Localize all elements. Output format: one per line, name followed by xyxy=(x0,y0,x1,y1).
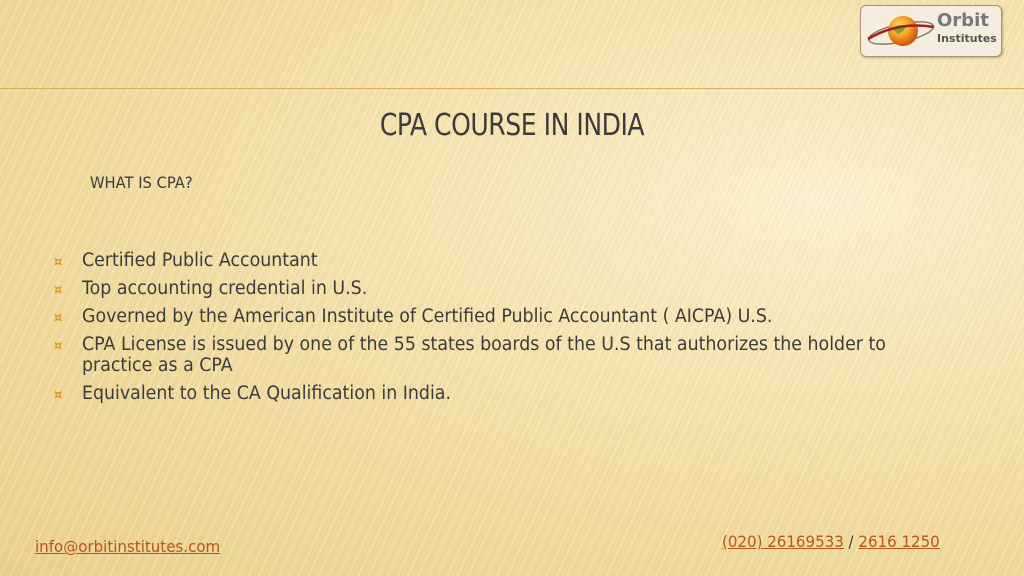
bullet-marker-icon: ¤ xyxy=(54,311,63,326)
bullet-text: Governed by the American Institute of Certified Public Accountant ( AICPA) U.S. xyxy=(82,306,773,327)
phone-link-2[interactable]: 2616 1250 xyxy=(858,532,940,551)
bullet-text: Top accounting credential in U.S. xyxy=(82,278,368,299)
bullet-marker-icon: ¤ xyxy=(54,339,63,354)
bullet-item xyxy=(52,334,952,376)
bullet-list xyxy=(52,250,952,411)
bullet-item xyxy=(52,250,952,271)
logo-subtitle: Institutes xyxy=(937,32,997,45)
bullet-item xyxy=(52,306,952,327)
bullet-marker-icon: ¤ xyxy=(54,255,63,270)
logo-title: Orbit xyxy=(937,10,989,31)
header-divider xyxy=(0,88,1024,89)
bullet-marker-icon: ¤ xyxy=(54,388,63,403)
bullet-text: Certified Public Accountant xyxy=(82,250,318,271)
phone-link-1[interactable]: (020) 26169533 xyxy=(722,532,844,551)
globe-icon xyxy=(865,9,937,53)
bullet-item xyxy=(52,383,952,404)
bullet-marker-icon: ¤ xyxy=(54,283,63,298)
bullet-text: Equivalent to the CA Qualification in India. xyxy=(82,383,451,404)
slide-subtitle: WHAT IS CPA? xyxy=(90,173,193,192)
bullet-item xyxy=(52,278,952,299)
email-link[interactable]: info@orbitinstitutes.com xyxy=(35,537,221,556)
slide-title: CPA COURSE IN INDIA xyxy=(379,108,645,143)
bullet-text: CPA License is issued by one of the 55 states boards of the U.S that authorizes the holder to practice as a CPA xyxy=(82,334,886,376)
phone-separator: / xyxy=(843,532,859,551)
orbit-institutes-logo xyxy=(860,5,1002,57)
phone-numbers xyxy=(722,532,940,551)
